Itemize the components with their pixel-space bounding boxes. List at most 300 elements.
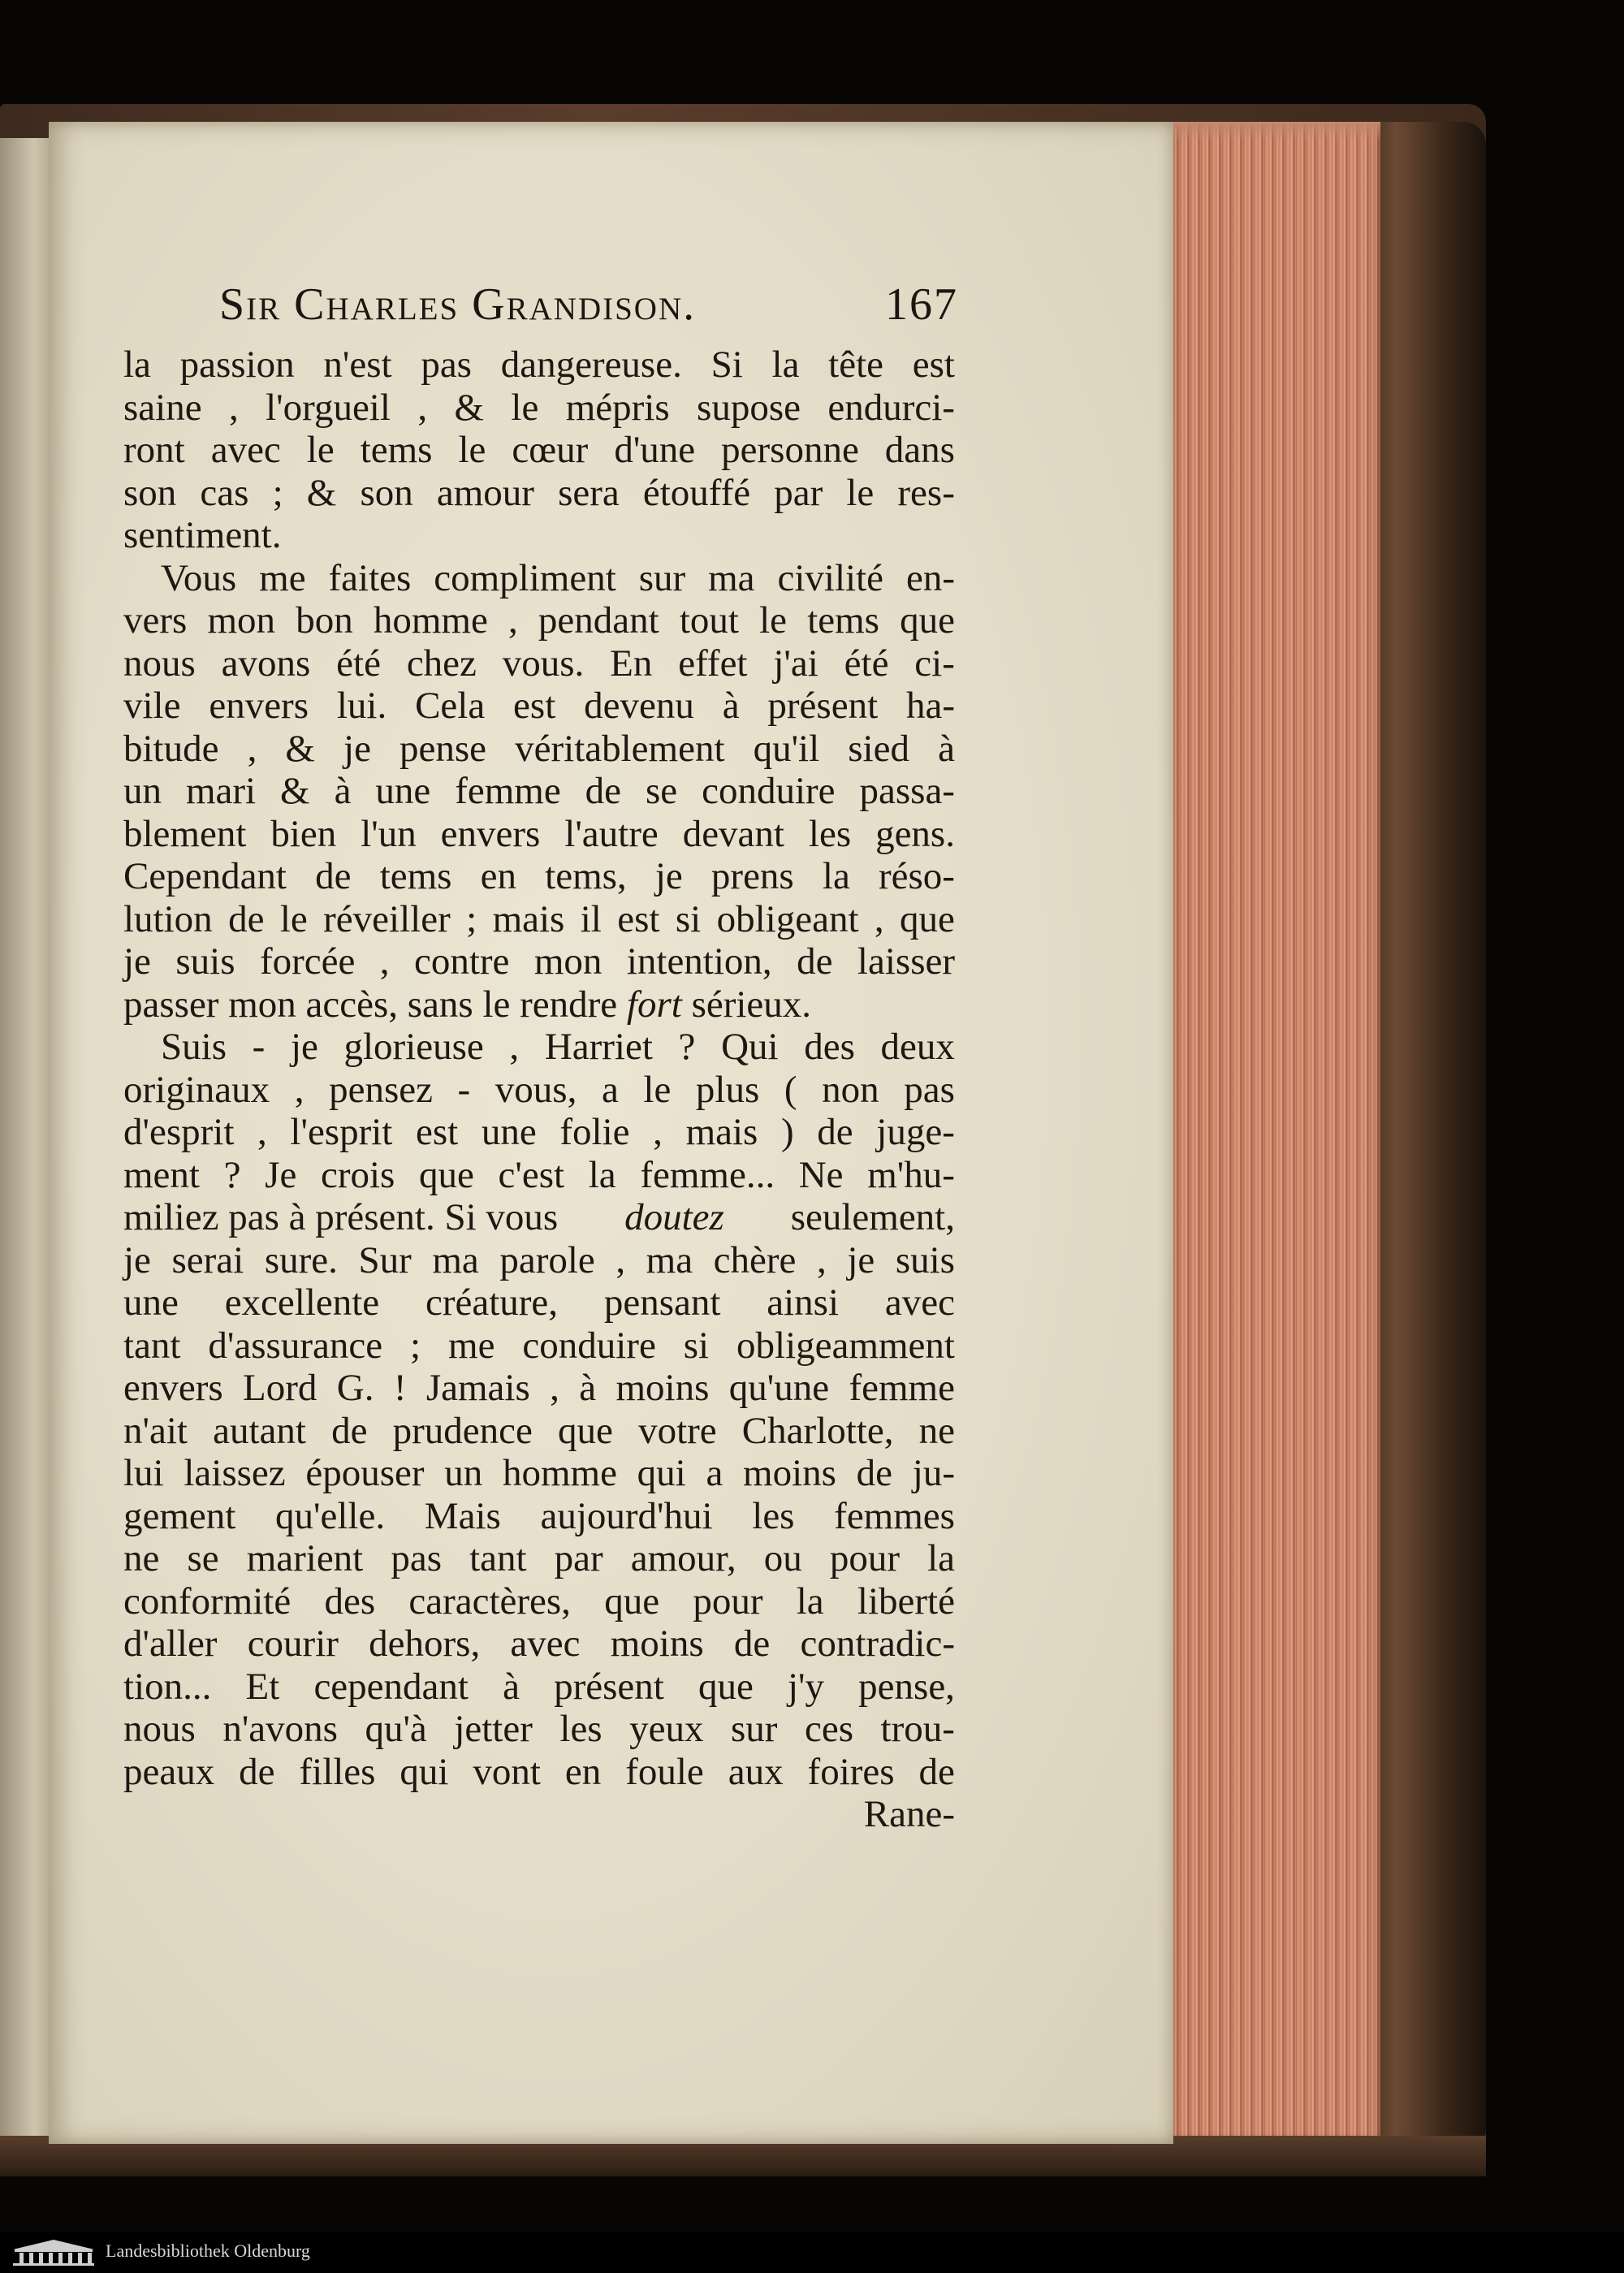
- word: ,: [509, 1026, 520, 1068]
- word: chère: [713, 1238, 797, 1281]
- word: aux: [728, 1750, 784, 1793]
- word: passion: [179, 344, 295, 386]
- word: forcée: [259, 940, 356, 983]
- word: avec: [210, 429, 281, 471]
- word: laissez: [184, 1452, 286, 1494]
- word: ma: [432, 1238, 479, 1281]
- word: faites: [328, 556, 412, 599]
- word: épouser: [305, 1452, 425, 1494]
- word: son: [360, 471, 413, 514]
- word: en: [564, 1750, 602, 1793]
- word: tems: [360, 429, 433, 471]
- page-edges: [1169, 122, 1380, 2144]
- word: ment: [123, 1153, 200, 1196]
- word: cœur: [512, 429, 589, 471]
- word: vers: [123, 599, 188, 642]
- word: passa-: [859, 770, 955, 812]
- word: envers: [123, 1367, 223, 1409]
- word: de: [817, 1111, 853, 1153]
- text-line: [123, 1410, 955, 1453]
- word: été: [336, 642, 381, 685]
- word: contre: [413, 940, 510, 983]
- word: le: [846, 471, 875, 514]
- word: se: [187, 1537, 219, 1579]
- word: ces: [804, 1708, 853, 1750]
- word: femme: [455, 770, 561, 812]
- word: jetter: [454, 1708, 533, 1750]
- word: ;: [272, 471, 283, 514]
- word: cas: [200, 471, 249, 514]
- word: ,: [550, 1367, 559, 1409]
- word: l'orgueil: [266, 386, 391, 429]
- word: homme: [502, 1452, 617, 1494]
- running-head: [219, 279, 958, 335]
- text-line: [123, 1666, 955, 1709]
- word: l'autre: [564, 812, 659, 855]
- word: de: [315, 855, 352, 897]
- word: le: [306, 429, 335, 471]
- text-line: [123, 429, 955, 472]
- word: les: [752, 1494, 795, 1537]
- word: -: [252, 1026, 266, 1068]
- text-line: [123, 1154, 955, 1197]
- word: c'est: [498, 1153, 565, 1196]
- word: glorieuse: [343, 1026, 484, 1068]
- word: qu'à: [365, 1708, 427, 1750]
- word: mais: [492, 897, 565, 940]
- word: à: [938, 727, 955, 770]
- text-run: miliez pas à présent. Si vous: [123, 1196, 559, 1238]
- catchword: Rane-: [863, 1793, 955, 1835]
- word: qu'il: [753, 727, 820, 770]
- word: sera: [558, 471, 620, 514]
- word: présent: [554, 1665, 664, 1708]
- word: prens: [710, 855, 794, 897]
- word: l'esprit: [290, 1111, 393, 1153]
- word: qui: [637, 1452, 686, 1494]
- word: d'assurance: [208, 1324, 383, 1367]
- word: amour: [436, 471, 534, 514]
- word: la: [927, 1537, 955, 1579]
- word: qu'elle.: [275, 1494, 386, 1537]
- word: ma: [708, 556, 755, 599]
- text-line: [123, 642, 955, 685]
- word: par: [774, 471, 823, 514]
- text-line: [123, 813, 955, 856]
- word: Suis: [161, 1026, 227, 1068]
- word: à: [722, 685, 740, 727]
- word: parole: [499, 1238, 595, 1281]
- text-line: [123, 1111, 955, 1154]
- running-head-title: Sir Charles Grandison.: [219, 279, 697, 330]
- word: Lord: [243, 1367, 317, 1409]
- word: est: [416, 1111, 459, 1153]
- word: en: [480, 855, 516, 897]
- word: que: [419, 1153, 474, 1196]
- word: ou: [763, 1537, 802, 1579]
- word: que: [900, 599, 955, 642]
- word: que: [604, 1579, 660, 1623]
- word: saine: [123, 386, 202, 429]
- word: laisser: [857, 940, 955, 983]
- text-line: [123, 472, 955, 515]
- word: conduire: [702, 770, 836, 812]
- text-line: [123, 855, 955, 898]
- text-line: [123, 1324, 955, 1368]
- word: vile: [123, 685, 181, 727]
- word: a: [601, 1068, 619, 1111]
- text-line: [123, 1580, 955, 1623]
- word: je: [343, 727, 371, 770]
- word: dehors,: [369, 1623, 481, 1665]
- word: bien: [270, 812, 337, 855]
- word: vous,: [495, 1068, 577, 1111]
- word: bon: [296, 599, 353, 642]
- word: pour: [693, 1579, 763, 1623]
- word: ;: [410, 1324, 421, 1367]
- word: obligeamment: [736, 1324, 955, 1367]
- word: conformité: [123, 1579, 292, 1623]
- word: cependant: [313, 1665, 469, 1708]
- word: supose: [697, 386, 801, 429]
- word: ma: [646, 1238, 693, 1281]
- word: amour,: [630, 1537, 736, 1579]
- text-line: [123, 1281, 955, 1324]
- word: suis: [895, 1238, 955, 1281]
- word: la: [588, 1153, 616, 1196]
- text-line: [123, 1239, 955, 1282]
- word: dans: [884, 429, 955, 471]
- word: pense,: [858, 1665, 955, 1708]
- word: moins: [615, 1367, 710, 1409]
- text-run: sérieux.: [691, 983, 812, 1026]
- text-line: [123, 1367, 955, 1410]
- word: tion...: [123, 1665, 212, 1708]
- word: Qui: [721, 1026, 779, 1068]
- word: j'ai: [773, 642, 818, 685]
- word: ,: [417, 386, 428, 429]
- text-line: [123, 1751, 955, 1794]
- word: je: [290, 1026, 318, 1068]
- word: chez: [406, 642, 477, 685]
- word: crois: [320, 1153, 395, 1196]
- word: ,: [228, 386, 239, 429]
- word: ci-: [914, 642, 955, 685]
- page-number: 167: [885, 279, 958, 330]
- word: res-: [897, 471, 955, 514]
- text-line: [123, 1196, 955, 1239]
- word: femme: [849, 1367, 955, 1409]
- word: tems,: [545, 855, 627, 897]
- word: étouffé: [642, 471, 751, 514]
- word: par: [554, 1537, 603, 1579]
- word: si: [683, 1324, 710, 1367]
- word: que: [698, 1665, 754, 1708]
- word: obligeant: [716, 897, 859, 940]
- word: conduire: [522, 1324, 656, 1367]
- word: un: [123, 770, 162, 812]
- word: plus: [695, 1068, 760, 1111]
- word: tant: [469, 1537, 527, 1579]
- word: la: [771, 344, 800, 386]
- text-line: [123, 1026, 955, 1069]
- word: lui.: [336, 685, 387, 727]
- word: n'ait: [123, 1409, 188, 1452]
- word: originaux: [123, 1068, 270, 1111]
- word: juge-: [876, 1111, 955, 1153]
- word: ainsi: [767, 1281, 840, 1324]
- word: sur: [731, 1708, 778, 1750]
- word: homme: [373, 599, 488, 642]
- word: ,: [653, 1111, 663, 1153]
- text-line: [123, 1708, 955, 1751]
- word: Jamais: [425, 1367, 530, 1409]
- body-text: [123, 344, 955, 1836]
- word: Charlotte,: [741, 1409, 894, 1452]
- word: liberté: [857, 1579, 955, 1623]
- word: ne: [918, 1409, 955, 1452]
- word: Harriet: [544, 1026, 653, 1068]
- word: une: [123, 1281, 179, 1324]
- word: gement: [123, 1494, 236, 1537]
- word: mari: [185, 770, 257, 812]
- word: la: [796, 1579, 824, 1623]
- word: bitude: [123, 727, 219, 770]
- text-line: [123, 770, 955, 813]
- word: nous: [123, 642, 196, 685]
- word: peaux: [123, 1750, 215, 1793]
- text-line: [123, 1537, 955, 1580]
- word: filles: [299, 1750, 376, 1793]
- word: il: [580, 897, 602, 940]
- text-line: [123, 1452, 955, 1495]
- word: votre: [638, 1409, 717, 1452]
- text-line: [123, 599, 955, 642]
- word: mépris: [565, 386, 670, 429]
- word: mon: [207, 599, 276, 642]
- word: son: [123, 471, 177, 514]
- word: réso-: [878, 855, 955, 897]
- word: effet: [678, 642, 748, 685]
- word: m'hu-: [867, 1153, 955, 1196]
- word: si: [675, 897, 702, 940]
- word: les: [808, 812, 852, 855]
- word: Je: [265, 1153, 297, 1196]
- text-run: seulement,: [790, 1196, 955, 1238]
- word: &: [280, 770, 310, 812]
- word: n'avons: [222, 1708, 338, 1750]
- word: yeux: [629, 1708, 704, 1750]
- word: Sur: [358, 1238, 412, 1281]
- word: mais: [685, 1111, 758, 1153]
- word: envers: [440, 812, 541, 855]
- word: Si: [710, 344, 743, 386]
- word: des: [804, 1026, 855, 1068]
- word: ,: [615, 1238, 626, 1281]
- library-name: Landesbibliothek Oldenburg: [106, 2241, 310, 2261]
- text-line: [123, 940, 955, 983]
- word: pensez: [329, 1068, 433, 1111]
- word: ,: [379, 940, 390, 983]
- word: une: [481, 1111, 537, 1153]
- word: une: [375, 770, 431, 812]
- italic-word: fort: [626, 983, 682, 1026]
- text-line: [123, 983, 955, 1026]
- word: suis: [175, 940, 235, 983]
- word: ne: [123, 1537, 160, 1579]
- word: de: [856, 1452, 893, 1494]
- word: de: [585, 770, 622, 812]
- word: sure.: [264, 1238, 338, 1281]
- word: de: [918, 1750, 955, 1793]
- word: à: [334, 770, 352, 812]
- word: est: [617, 897, 660, 940]
- word: à: [503, 1665, 520, 1708]
- word: qu'une: [728, 1367, 830, 1409]
- word: vous.: [502, 642, 585, 685]
- word: moins: [610, 1623, 704, 1665]
- word: &: [285, 727, 315, 770]
- word: endurci-: [827, 386, 955, 429]
- word: sied: [848, 727, 909, 770]
- library-building-icon: [10, 2238, 97, 2267]
- word: je: [123, 940, 151, 983]
- word: gens.: [875, 812, 955, 855]
- word: je: [654, 855, 683, 897]
- word: ?: [223, 1153, 241, 1196]
- word: le: [279, 897, 308, 940]
- word: moins: [743, 1452, 836, 1494]
- word: excellente: [224, 1281, 380, 1324]
- word: Ne: [798, 1153, 844, 1196]
- word: tout: [679, 599, 739, 642]
- word: le: [759, 599, 788, 642]
- word: est: [513, 685, 556, 727]
- word: se: [646, 770, 678, 812]
- word: a: [706, 1452, 723, 1494]
- word: Cela: [415, 685, 486, 727]
- word: ,: [257, 1111, 267, 1153]
- word: ,: [816, 1238, 827, 1281]
- word: le: [458, 429, 486, 471]
- word: les: [559, 1708, 603, 1750]
- word: aujourd'hui: [540, 1494, 713, 1537]
- word: ,: [294, 1068, 304, 1111]
- word: tems: [379, 855, 452, 897]
- word: le: [511, 386, 539, 429]
- text-line: [123, 685, 955, 728]
- word: ?: [678, 1026, 696, 1068]
- word: pas: [904, 1068, 955, 1111]
- word: n'est: [323, 344, 392, 386]
- word: G.: [336, 1367, 374, 1409]
- word: (: [784, 1068, 797, 1111]
- word: en-: [905, 556, 955, 599]
- word: compliment: [434, 556, 616, 599]
- word: des: [324, 1579, 376, 1623]
- word: réveiller: [323, 897, 451, 940]
- word: &: [306, 471, 337, 514]
- text-line: [123, 898, 955, 941]
- text-run: passer mon accès, sans le rendre: [123, 983, 618, 1026]
- word: lui: [123, 1452, 164, 1494]
- word: le: [643, 1068, 672, 1111]
- word: devenu: [584, 685, 694, 727]
- word: foires: [807, 1750, 895, 1793]
- text-line: [123, 1069, 955, 1112]
- word: non: [822, 1068, 879, 1111]
- word: lution: [123, 897, 213, 940]
- word: &: [454, 386, 485, 429]
- word: avons: [221, 642, 311, 685]
- word: d'une: [614, 429, 696, 471]
- word: pensant: [603, 1281, 721, 1324]
- word: ,: [247, 727, 257, 770]
- word: femmes: [834, 1494, 955, 1537]
- word: d'aller: [123, 1623, 218, 1665]
- word: civilité: [777, 556, 884, 599]
- word: sur: [638, 556, 686, 599]
- word: intention,: [626, 940, 772, 983]
- word: mon: [533, 940, 603, 983]
- left-page-sliver: [0, 138, 49, 2144]
- word: de: [228, 897, 265, 940]
- word: foule: [625, 1750, 704, 1793]
- word: je: [123, 1238, 151, 1281]
- word: ront: [123, 429, 185, 471]
- word: marient: [246, 1537, 364, 1579]
- word: un: [444, 1452, 483, 1494]
- word: est: [912, 344, 955, 386]
- word: Cependant: [123, 855, 287, 897]
- word: trou-: [880, 1708, 955, 1750]
- word: En: [610, 642, 653, 685]
- word: personne: [721, 429, 859, 471]
- word: de: [239, 1750, 275, 1793]
- text-line: [123, 344, 955, 387]
- word: pas: [421, 344, 472, 386]
- text-line: [123, 1623, 955, 1666]
- word: autant: [213, 1409, 306, 1452]
- word: pendant: [538, 599, 659, 642]
- word: prudence: [392, 1409, 533, 1452]
- word: serai: [171, 1238, 244, 1281]
- word: ;: [466, 897, 477, 940]
- word: ): [780, 1111, 794, 1153]
- word: femme...: [640, 1153, 775, 1196]
- word: devant: [682, 812, 784, 855]
- word: caractères,: [408, 1579, 571, 1623]
- word: blement: [123, 812, 247, 855]
- italic-word: doutez: [624, 1196, 724, 1238]
- word: je: [847, 1238, 875, 1281]
- word: Vous: [161, 556, 237, 599]
- word: tant: [123, 1324, 181, 1367]
- word: tems: [807, 599, 879, 642]
- word: me: [259, 556, 306, 599]
- word: l'un: [361, 812, 417, 855]
- word: pense: [400, 727, 487, 770]
- word: me: [448, 1324, 495, 1367]
- word: ha-: [905, 685, 955, 727]
- word: pas: [391, 1537, 442, 1579]
- word: présent: [767, 685, 879, 727]
- word: avec: [884, 1281, 955, 1324]
- word: ,: [508, 599, 518, 642]
- text-line: [123, 1495, 955, 1538]
- word: créature,: [425, 1281, 559, 1324]
- word: de: [797, 940, 833, 983]
